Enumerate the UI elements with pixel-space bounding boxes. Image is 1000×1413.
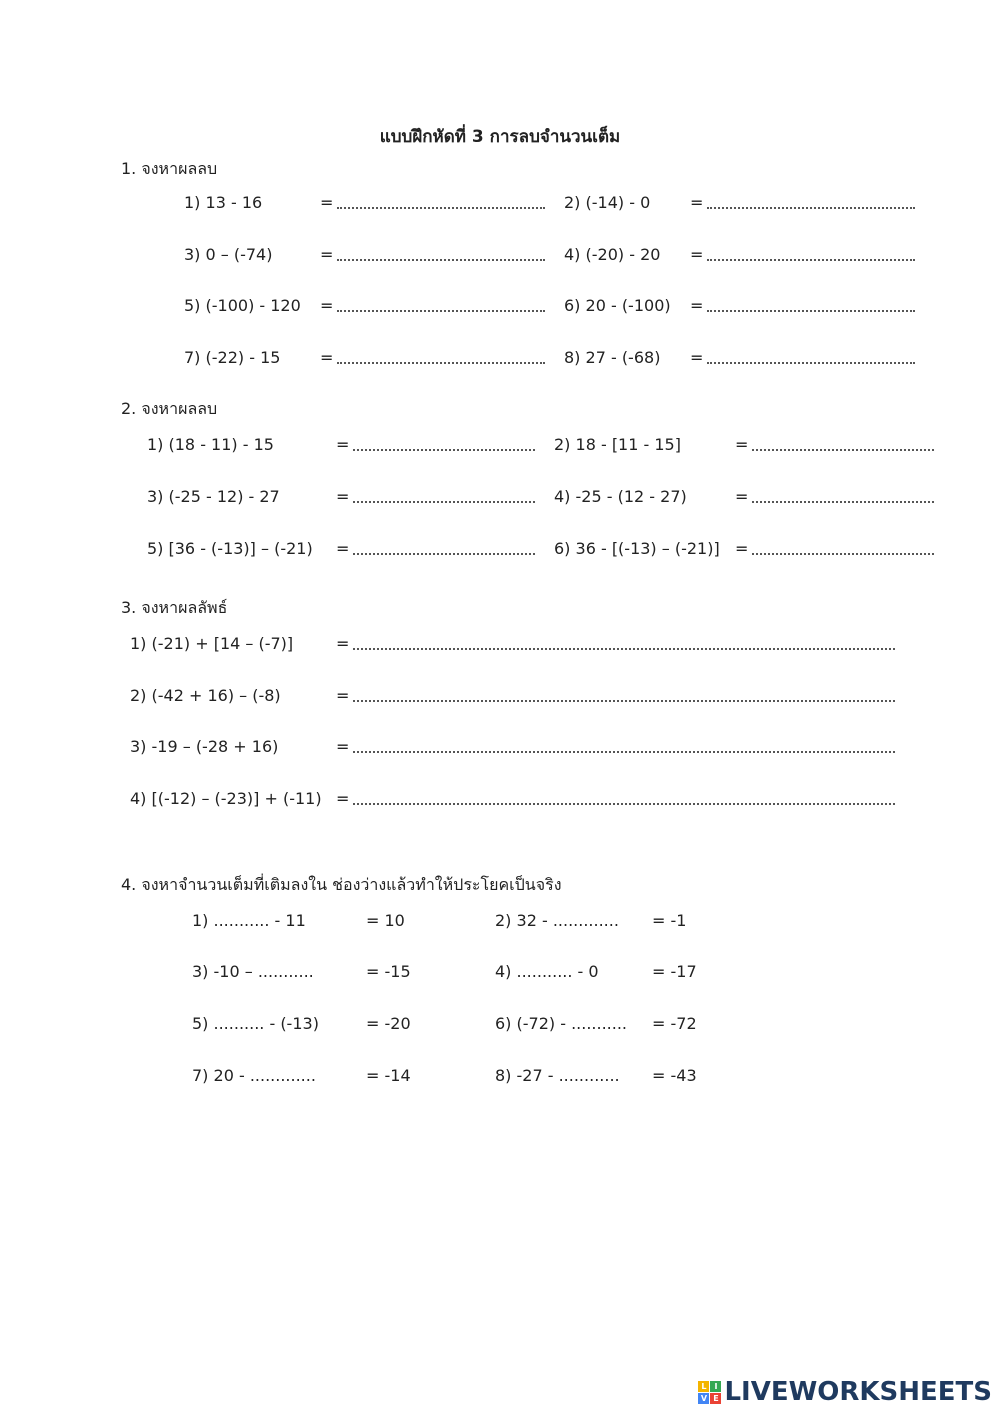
s1-item-6-expr: 6) 20 - (-100)	[564, 296, 671, 315]
s4-item-4-left[interactable]: 4) ........... - 0	[495, 962, 599, 981]
s1-item-6-answer-blank[interactable]	[707, 308, 915, 312]
s4-item-7-left[interactable]: 7) 20 - .............	[192, 1066, 316, 1085]
s1-item-4-eq: =	[690, 245, 704, 264]
s2-item-4-answer-blank[interactable]	[752, 499, 934, 503]
s2-item-4-eq: =	[735, 487, 749, 506]
s1-item-5-answer-blank[interactable]	[337, 308, 545, 312]
s3-item-3-eq: =	[336, 737, 350, 756]
s4-item-6-right: = -72	[652, 1014, 697, 1033]
s4-item-8-right: = -43	[652, 1066, 697, 1085]
s4-item-6-left[interactable]: 6) (-72) - ...........	[495, 1014, 628, 1033]
s1-item-3-eq: =	[320, 245, 334, 264]
s2-item-1-expr: 1) (18 - 11) - 15	[147, 435, 274, 454]
s1-item-3-answer-blank[interactable]	[337, 257, 545, 261]
s2-item-2-eq: =	[735, 435, 749, 454]
section-2-heading: 2. จงหาผลลบ	[121, 399, 218, 418]
s1-item-7-answer-blank[interactable]	[337, 360, 545, 364]
s2-item-3-expr: 3) (-25 - 12) - 27	[147, 487, 280, 506]
s3-item-3-expr: 3) -19 – (-28 + 16)	[130, 737, 279, 756]
s2-item-6-expr: 6) 36 - [(-13) – (-21)]	[554, 539, 720, 558]
logo-letter-e: E	[710, 1393, 721, 1404]
s4-item-1-left[interactable]: 1) ........... - 11	[192, 911, 306, 930]
s3-item-2-answer-blank[interactable]	[353, 698, 895, 702]
s2-item-6-eq: =	[735, 539, 749, 558]
worksheet-title: แบบฝึกหัดที่ 3 การลบจำนวนเต็ม	[379, 127, 621, 147]
s3-item-2-expr: 2) (-42 + 16) – (-8)	[130, 686, 281, 705]
s2-item-1-answer-blank[interactable]	[353, 447, 535, 451]
s1-item-4-answer-blank[interactable]	[707, 257, 915, 261]
liveworksheets-watermark	[698, 1377, 992, 1407]
liveworksheets-logo-icon	[698, 1381, 721, 1404]
s4-item-1-right: = 10	[366, 911, 405, 930]
s2-item-4-expr: 4) -25 - (12 - 27)	[554, 487, 687, 506]
s3-item-4-eq: =	[336, 789, 350, 808]
s1-item-8-answer-blank[interactable]	[707, 360, 915, 364]
s1-item-8-expr: 8) 27 - (-68)	[564, 348, 661, 367]
logo-letter-v: V	[698, 1393, 709, 1404]
s3-item-1-expr: 1) (-21) + [14 – (-7)]	[130, 634, 294, 653]
s2-item-3-answer-blank[interactable]	[353, 499, 535, 503]
s3-item-3-answer-blank[interactable]	[353, 749, 895, 753]
s2-item-5-answer-blank[interactable]	[353, 551, 535, 555]
s4-item-2-left[interactable]: 2) 32 - .............	[495, 911, 619, 930]
section-4-heading: 4. จงหาจำนวนเต็มที่เติมลงใน ช่องว่างแล้วทำให้ประโยคเป็นจริง	[121, 875, 562, 894]
s2-item-3-eq: =	[336, 487, 350, 506]
s4-item-5-left[interactable]: 5) .......... - (-13)	[192, 1014, 319, 1033]
s1-item-1-eq: =	[320, 193, 334, 212]
s2-item-1-eq: =	[336, 435, 350, 454]
s3-item-4-expr: 4) [(-12) – (-23)] + (-11)	[130, 789, 322, 808]
section-3-heading: 3. จงหาผลลัพธ์	[121, 598, 228, 617]
s1-item-4-expr: 4) (-20) - 20	[564, 245, 661, 264]
s4-item-3-left[interactable]: 3) -10 – ...........	[192, 962, 314, 981]
watermark-text: LIVEWORKSHEETS	[724, 1377, 992, 1407]
s2-item-6-answer-blank[interactable]	[752, 551, 934, 555]
s3-item-4-answer-blank[interactable]	[353, 801, 895, 805]
section-1-heading: 1. จงหาผลลบ	[121, 159, 218, 178]
s3-item-1-eq: =	[336, 634, 350, 653]
s1-item-8-eq: =	[690, 348, 704, 367]
s1-item-2-expr: 2) (-14) - 0	[564, 193, 651, 212]
s4-item-3-right: = -15	[366, 962, 411, 981]
s2-item-2-answer-blank[interactable]	[752, 447, 934, 451]
s4-item-7-right: = -14	[366, 1066, 411, 1085]
s1-item-6-eq: =	[690, 296, 704, 315]
s4-item-2-right: = -1	[652, 911, 687, 930]
s1-item-1-expr: 1) 13 - 16	[184, 193, 263, 212]
s1-item-2-answer-blank[interactable]	[707, 205, 915, 209]
s4-item-8-left[interactable]: 8) -27 - ............	[495, 1066, 620, 1085]
s1-item-2-eq: =	[690, 193, 704, 212]
s2-item-5-eq: =	[336, 539, 350, 558]
logo-letter-l: L	[698, 1381, 709, 1392]
s1-item-5-expr: 5) (-100) - 120	[184, 296, 301, 315]
s4-item-4-right: = -17	[652, 962, 697, 981]
s3-item-2-eq: =	[336, 686, 350, 705]
s3-item-1-answer-blank[interactable]	[353, 646, 895, 650]
s1-item-3-expr: 3) 0 – (-74)	[184, 245, 273, 264]
s4-item-5-right: = -20	[366, 1014, 411, 1033]
s1-item-1-answer-blank[interactable]	[337, 205, 545, 209]
s2-item-2-expr: 2) 18 - [11 - 15]	[554, 435, 681, 454]
s2-item-5-expr: 5) [36 - (-13)] – (-21)	[147, 539, 313, 558]
s1-item-5-eq: =	[320, 296, 334, 315]
logo-letter-i: I	[710, 1381, 721, 1392]
s1-item-7-expr: 7) (-22) - 15	[184, 348, 281, 367]
s1-item-7-eq: =	[320, 348, 334, 367]
